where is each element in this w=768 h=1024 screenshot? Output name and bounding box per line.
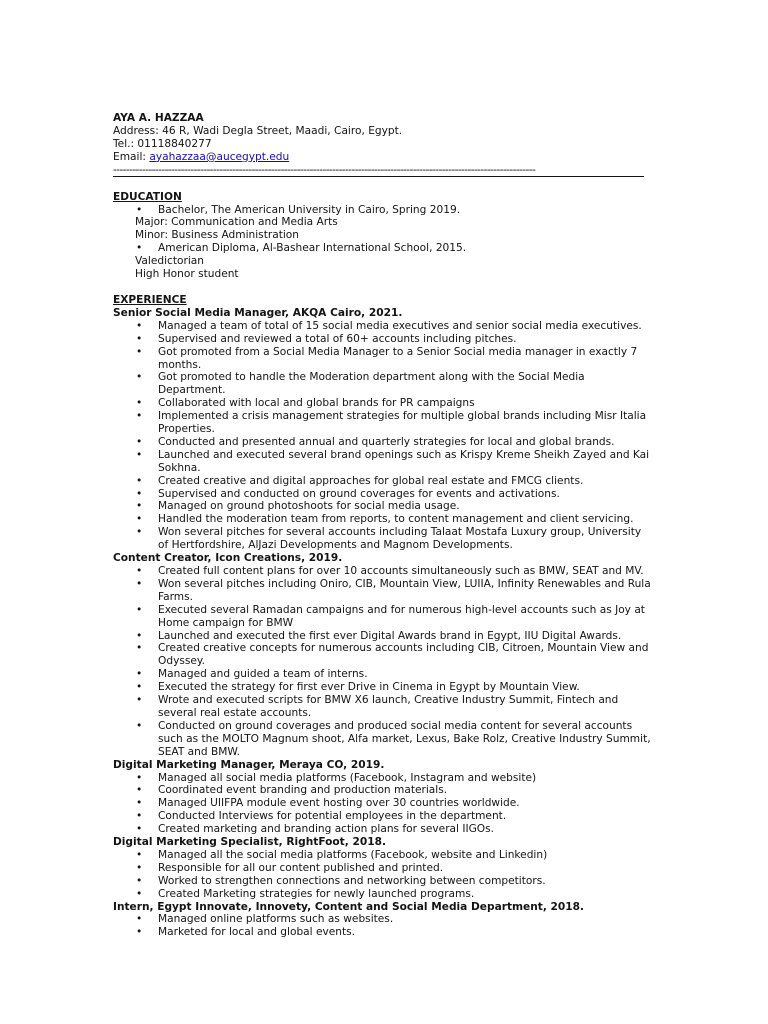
education-list [113, 204, 653, 217]
bullet-icon: • [136, 203, 143, 216]
list-item [113, 862, 653, 875]
duty-text: Created full content plans for over 10 accounts simultaneously such as BMW, SEAT and MV. [158, 565, 644, 577]
bullet-icon: • [136, 719, 143, 732]
list-item [113, 604, 653, 630]
duty-text: Created Marketing strategies for newly launched programs. [158, 887, 475, 900]
duty-text: Conducted Interviews for potential employees in the department. [158, 810, 507, 823]
list-item [113, 642, 653, 668]
bullet-icon: • [136, 345, 143, 358]
duty-text: Wrote and executed scripts for BMW X6 launch, Creative Industry Summit, Fintech and several real estate accounts. [158, 694, 619, 719]
list-item [113, 513, 653, 526]
job-title: Intern, Egypt Innovate, Innovety, Content and Social Media Department, 2018. [113, 900, 585, 913]
bullet-icon: • [136, 332, 143, 345]
list-item [113, 926, 653, 939]
job-duties [113, 320, 653, 552]
list-item [113, 849, 653, 862]
bullet-icon: • [136, 474, 143, 487]
duty-text: Conducted and presented annual and quarterly strategies for local and global brands. [158, 435, 615, 448]
duty-text: Coordinated event branding and production materials. [158, 784, 448, 797]
bullet-icon: • [136, 810, 143, 823]
bullet-icon: • [136, 848, 143, 861]
bullet-icon: • [136, 513, 143, 526]
job-duties [113, 772, 653, 837]
job-entry [113, 759, 653, 836]
list-item [113, 397, 653, 410]
duty-text: Handled the moderation team from reports, to content management and client servicing. [158, 513, 634, 526]
section-gap [113, 281, 653, 294]
job-entry [113, 552, 653, 759]
email-link[interactable]: ayahazzaa@aucegypt.edu [149, 150, 290, 163]
bullet-icon: • [136, 629, 143, 642]
list-item [113, 810, 653, 823]
bullet-icon: • [136, 526, 143, 539]
duty-text: Supervised and conducted on ground coverages for events and activations. [158, 487, 560, 500]
major-line: Major: Communication and Media Arts [135, 216, 338, 229]
duty-text: Executed the strategy for first ever Drive in Cinema in Egypt by Mountain View. [158, 681, 580, 694]
list-item [113, 410, 653, 436]
list-item [113, 913, 653, 926]
duty-text: Created marketing and branding action plans for several IIGOs. [158, 823, 495, 836]
job-duties [113, 565, 653, 759]
job-title: Digital Marketing Specialist, RightFoot, 2018. [113, 836, 386, 849]
duty-text: Won several pitches for several accounts including Talaat Mostafa Luxury group, University of Hertfordshire, AlJazi Developments and Magnom Developments. [158, 526, 642, 552]
bullet-icon: • [136, 435, 143, 448]
duty-text: Collaborated with local and global brands for PR campaigns [158, 397, 475, 410]
education-heading: EDUCATION [113, 190, 182, 203]
duty-text: Managed all social media platforms (Facebook, Instagram and website) [158, 771, 537, 784]
duty-text: Managed UIIFPA module event hosting over 30 countries worldwide. [158, 797, 520, 810]
duty-text: Marketed for local and global events. [158, 926, 356, 939]
duty-text: Created creative and digital approaches for global real estate and FMCG clients. [158, 474, 584, 487]
duty-text: Conducted on ground coverages and produced social media content for several accounts such as the MOLTO Magnum shoot, Alfa market, Lexus, Bake Rolz, Creative Industry Summit, SEAT and BMW. [158, 719, 651, 758]
bullet-icon: • [136, 694, 143, 707]
job-duties [113, 913, 653, 939]
bullet-icon: • [136, 784, 143, 797]
duty-text: Implemented a crisis management strategies for multiple global brands including Misr Italia Properties. [158, 410, 647, 436]
honor-line: Valedictorian [135, 255, 205, 268]
duty-text: Supervised and reviewed a total of 60+ accounts including pitches. [158, 332, 517, 345]
duty-text: Managed online platforms such as websites. [158, 913, 394, 926]
applicant-name: AYA A. HAZZAA [113, 112, 204, 124]
bullet-icon: • [136, 874, 143, 887]
duty-text: Managed a team of total of 15 social media executives and senior social media executives. [158, 319, 642, 332]
bullet-icon: • [136, 681, 143, 694]
minor-line: Minor: Business Administration [135, 229, 299, 242]
job-title: Content Creator, Icon Creations, 2019. [113, 552, 343, 565]
bullet-icon: • [136, 410, 143, 423]
email-line [113, 151, 653, 164]
job-title: Senior Social Media Manager, AKQA Cairo, 2021. [113, 306, 403, 319]
duty-text: Managed and guided a team of interns. [158, 668, 368, 681]
duty-text: Won several pitches including Oniro, CIB, Mountain View, LUIIA, Infinity Renewables and Rula Farms. [158, 577, 651, 603]
list-item [113, 475, 653, 488]
duty-text: Managed on ground photoshoots for social media usage. [158, 500, 460, 513]
list-item [113, 436, 653, 449]
bullet-icon: • [136, 823, 143, 836]
bullet-icon: • [136, 642, 143, 655]
duty-text: Launched and executed several brand openings such as Krispy Kreme Sheikh Zayed and Kai Sokhna. [158, 448, 650, 474]
bullet-icon: • [136, 242, 143, 255]
address-line: Address: 46 R, Wadi Degla Street, Maadi, Cairo, Egypt. [113, 124, 403, 137]
duty-text: Responsible for all our content published and printed. [158, 861, 444, 874]
email-label: Email: [113, 150, 150, 163]
list-item [113, 500, 653, 513]
bullet-icon: • [136, 371, 143, 384]
bullet-icon: • [136, 603, 143, 616]
bullet-icon: • [136, 397, 143, 410]
bullet-icon: • [136, 797, 143, 810]
bullet-icon: • [136, 861, 143, 874]
job-title: Digital Marketing Manager, Meraya CO, 2019. [113, 758, 385, 771]
list-item [113, 694, 653, 720]
bullet-icon: • [136, 926, 143, 939]
bullet-icon: • [136, 577, 143, 590]
header-divider: ----------------------------------------------------------------------------------------------------------------------------------- [113, 164, 644, 177]
education-list-2 [113, 242, 653, 255]
experience-section [113, 294, 653, 939]
duty-text: Got promoted from a Social Media Manager to a Senior Social media manager in exactly 7 months. [158, 345, 638, 371]
bullet-icon: • [136, 487, 143, 500]
list-item [113, 565, 653, 578]
duty-text: Got promoted to handle the Moderation department along with the Social Media Department. [158, 371, 585, 397]
job-entry [113, 836, 653, 901]
list-item: • American Diploma, Al-Bashear International School, 2015. [136, 242, 467, 255]
job-entry [113, 901, 653, 940]
list-item [113, 720, 653, 759]
list-item [113, 784, 653, 797]
list-item [113, 797, 653, 810]
list-item [113, 333, 653, 346]
list-item [113, 371, 653, 397]
bullet-icon: • [136, 319, 143, 332]
bullet-icon: • [136, 448, 143, 461]
list-item [113, 578, 653, 604]
list-item [113, 668, 653, 681]
duty-text: Created creative concepts for numerous accounts including CIB, Citroen, Mountain View and Odyssey. [158, 642, 649, 668]
resume-page [113, 112, 653, 939]
bullet-icon: • [136, 500, 143, 513]
list-item [113, 488, 653, 501]
experience-heading: EXPERIENCE [113, 293, 187, 306]
list-item [113, 681, 653, 694]
bullet-icon: • [136, 668, 143, 681]
bullet-icon: • [136, 913, 143, 926]
list-item [113, 320, 653, 333]
education-section [113, 191, 653, 281]
honor-line: High Honor student [135, 268, 239, 281]
list-item [113, 888, 653, 901]
list-item [113, 346, 653, 372]
duty-text: Launched and executed the first ever Digital Awards brand in Egypt, IIU Digital Awards. [158, 629, 622, 642]
job-entry [113, 307, 653, 552]
duty-text: Managed all the social media platforms (Facebook, website and Linkedin) [158, 848, 548, 861]
job-list [113, 307, 653, 939]
list-item [113, 630, 653, 643]
list-item: • Bachelor, The American University in Cairo, Spring 2019. [136, 203, 461, 216]
list-item [113, 823, 653, 836]
telephone-line: Tel.: 01118840277 [113, 137, 212, 150]
job-duties [113, 849, 653, 901]
list-item [113, 772, 653, 785]
list-item [113, 875, 653, 888]
bullet-icon: • [136, 887, 143, 900]
bullet-icon: • [136, 771, 143, 784]
duty-text: Worked to strengthen connections and networking between competitors. [158, 874, 546, 887]
bullet-icon: • [136, 565, 143, 577]
list-item [113, 526, 653, 552]
list-item [113, 449, 653, 475]
duty-text: Executed several Ramadan campaigns and for numerous high-level accounts such as Joy at Home campaign for BMW [158, 603, 645, 629]
